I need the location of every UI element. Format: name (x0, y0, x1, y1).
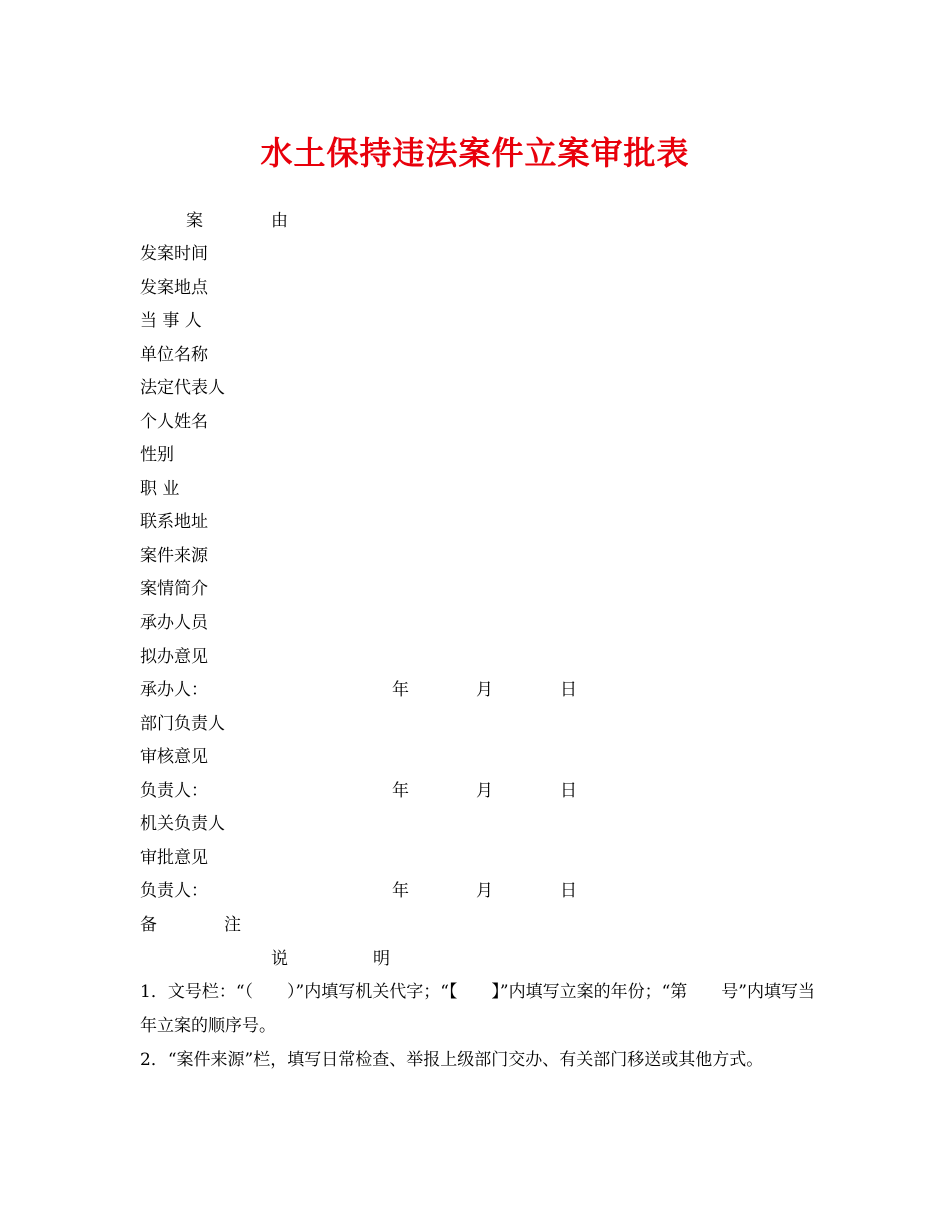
label-unit: 单位名称 (140, 345, 208, 365)
label-party: 当 事 人 (140, 311, 202, 331)
label-time: 发案时间 (140, 244, 208, 264)
label-legal-rep: 法定代表人 (140, 378, 225, 398)
date-month-2: 月 (476, 781, 493, 801)
date-day-2: 日 (560, 781, 577, 801)
label-head-sign-2: 负责人： (140, 881, 208, 901)
label-review: 审核意见 (140, 747, 208, 767)
label-proposed: 拟办意见 (140, 647, 208, 667)
label-person-name: 个人姓名 (140, 412, 208, 432)
label-address: 联系地址 (140, 512, 208, 532)
date-month-3: 月 (476, 881, 493, 901)
label-handler: 承办人员 (140, 613, 208, 633)
label-handler-sign: 承办人： (140, 680, 208, 700)
date-year-1: 年 (392, 680, 409, 700)
note-item-1: 1．文号栏：“（ ）”内填写机关代字；“【 】”内填写立案的年份；“第 号”内填写当年立案的顺序号。 (140, 982, 815, 1036)
date-day-3: 日 (560, 881, 577, 901)
label-dept-head: 部门负责人 (140, 714, 225, 734)
label-gender: 性别 (140, 445, 174, 465)
label-case-reason-1: 案 (186, 211, 203, 231)
label-remarks-2: 注 (224, 915, 241, 935)
note-item-2: 2．“案件来源”栏，填写日常检查、举报上级部门交办、有关部门移送或其他方式。 (140, 1050, 764, 1070)
label-occupation: 职 业 (140, 479, 180, 499)
label-summary: 案情简介 (140, 579, 208, 599)
date-year-2: 年 (392, 781, 409, 801)
date-month-1: 月 (476, 680, 493, 700)
label-head-sign-1: 负责人： (140, 781, 208, 801)
label-remarks-1: 备 (140, 915, 157, 935)
label-case-reason-2: 由 (271, 211, 288, 231)
label-source: 案件来源 (140, 546, 208, 566)
notes-heading-2: 明 (373, 949, 390, 969)
notes-heading-1: 说 (271, 949, 288, 969)
label-approval: 审批意见 (140, 848, 208, 868)
date-day-1: 日 (560, 680, 577, 700)
date-year-3: 年 (392, 881, 409, 901)
document-title: 水土保持违法案件立案审批表 (260, 134, 690, 172)
label-org-head: 机关负责人 (140, 814, 225, 834)
label-place: 发案地点 (140, 278, 208, 298)
